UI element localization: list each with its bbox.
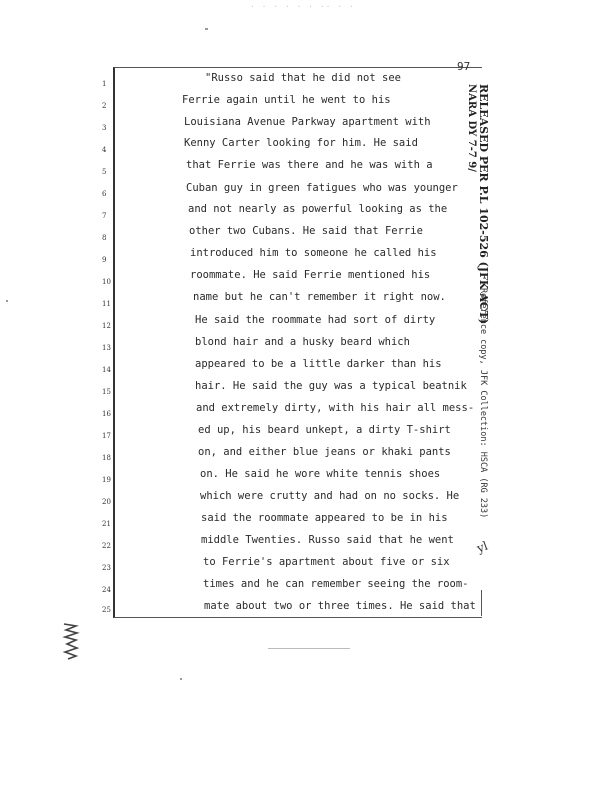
text-line: Cuban guy in green fatigues who was younger bbox=[186, 182, 458, 194]
line-number: 24 bbox=[102, 586, 111, 594]
line-number: 20 bbox=[102, 498, 111, 506]
text-line: introduced him to someone he called his bbox=[190, 247, 437, 259]
text-line: Ferrie again until he went to his bbox=[182, 94, 391, 106]
text-line: middle Twenties. Russo said that he went bbox=[201, 534, 454, 546]
text-line: name but he can't remember it right now. bbox=[193, 291, 446, 303]
line-number: 9 bbox=[102, 256, 107, 264]
line-number: 5 bbox=[102, 168, 107, 176]
line-number: 1 bbox=[102, 80, 107, 88]
line-number: 2 bbox=[102, 102, 107, 110]
frame-right-edge bbox=[481, 590, 482, 616]
line-number: 11 bbox=[102, 300, 111, 308]
line-number: 8 bbox=[102, 234, 107, 242]
text-line: Louisiana Avenue Parkway apartment with bbox=[184, 116, 431, 128]
text-line: ed up, his beard unkept, a dirty T-shirt bbox=[198, 424, 451, 436]
text-line: said the roommate appeared to be in his bbox=[201, 512, 448, 524]
text-line: hair. He said the guy was a typical beatnik bbox=[195, 380, 467, 392]
line-number: 17 bbox=[102, 432, 111, 440]
page-number: 97 bbox=[457, 60, 471, 73]
line-number: 14 bbox=[102, 366, 111, 374]
scan-artifact-line bbox=[268, 648, 350, 649]
handwritten-initials: yl bbox=[474, 538, 490, 556]
text-line: to Ferrie's apartment about five or six bbox=[203, 556, 450, 568]
text-line: on. He said he wore white tennis shoes bbox=[200, 468, 441, 480]
line-number: 10 bbox=[102, 278, 111, 286]
text-line: on, and either blue jeans or khaki pants bbox=[198, 446, 451, 458]
line-number: 16 bbox=[102, 410, 111, 418]
line-number: 22 bbox=[102, 542, 111, 550]
text-line: that Ferrie was there and he was with a bbox=[186, 159, 433, 171]
text-line: mate about two or three times. He said that bbox=[204, 600, 476, 612]
margin-scribble-icon bbox=[62, 622, 80, 660]
line-number: 6 bbox=[102, 190, 107, 198]
text-line: and extremely dirty, with his hair all mess- bbox=[196, 402, 475, 414]
text-line: Kenny Carter looking for him. He said bbox=[184, 137, 418, 149]
scan-speck bbox=[6, 300, 8, 302]
text-line: He said the roommate had sort of dirty bbox=[195, 314, 436, 326]
scan-speck bbox=[205, 28, 208, 30]
text-line: roommate. He said Ferrie mentioned his bbox=[190, 269, 431, 281]
line-number: 21 bbox=[102, 520, 111, 528]
header-smudge: · · · · · · ·· · · bbox=[250, 2, 355, 11]
release-stamp: RELEASED PER P.L 102-526 (JFK ACT) bbox=[477, 84, 490, 324]
line-number: 3 bbox=[102, 124, 107, 132]
line-number: 23 bbox=[102, 564, 111, 572]
text-line: appeared to be a little darker than his bbox=[195, 358, 442, 370]
line-number: 7 bbox=[102, 212, 107, 220]
line-number: 19 bbox=[102, 476, 111, 484]
line-number: 13 bbox=[102, 344, 111, 352]
text-line: blond hair and a husky beard which bbox=[195, 336, 410, 348]
text-line: times and he can remember seeing the room- bbox=[203, 578, 469, 590]
text-line: and not nearly as powerful looking as the bbox=[188, 203, 448, 215]
text-line: "Russo said that he did not see bbox=[205, 72, 401, 84]
line-number: 25 bbox=[102, 606, 111, 614]
line-number: 12 bbox=[102, 322, 111, 330]
line-number: 18 bbox=[102, 454, 111, 462]
text-line: other two Cubans. He said that Ferrie bbox=[189, 225, 423, 237]
reference-copy-stamp: Reference copy, JFK Collection: HSCA (RG 233) bbox=[478, 288, 488, 519]
nara-stamp: NARA DY 7-7 9/ bbox=[466, 84, 477, 172]
scan-speck bbox=[180, 678, 182, 680]
text-line: which were crutty and had on no socks. He bbox=[200, 490, 460, 502]
line-number: 15 bbox=[102, 388, 111, 396]
line-number: 4 bbox=[102, 146, 107, 154]
